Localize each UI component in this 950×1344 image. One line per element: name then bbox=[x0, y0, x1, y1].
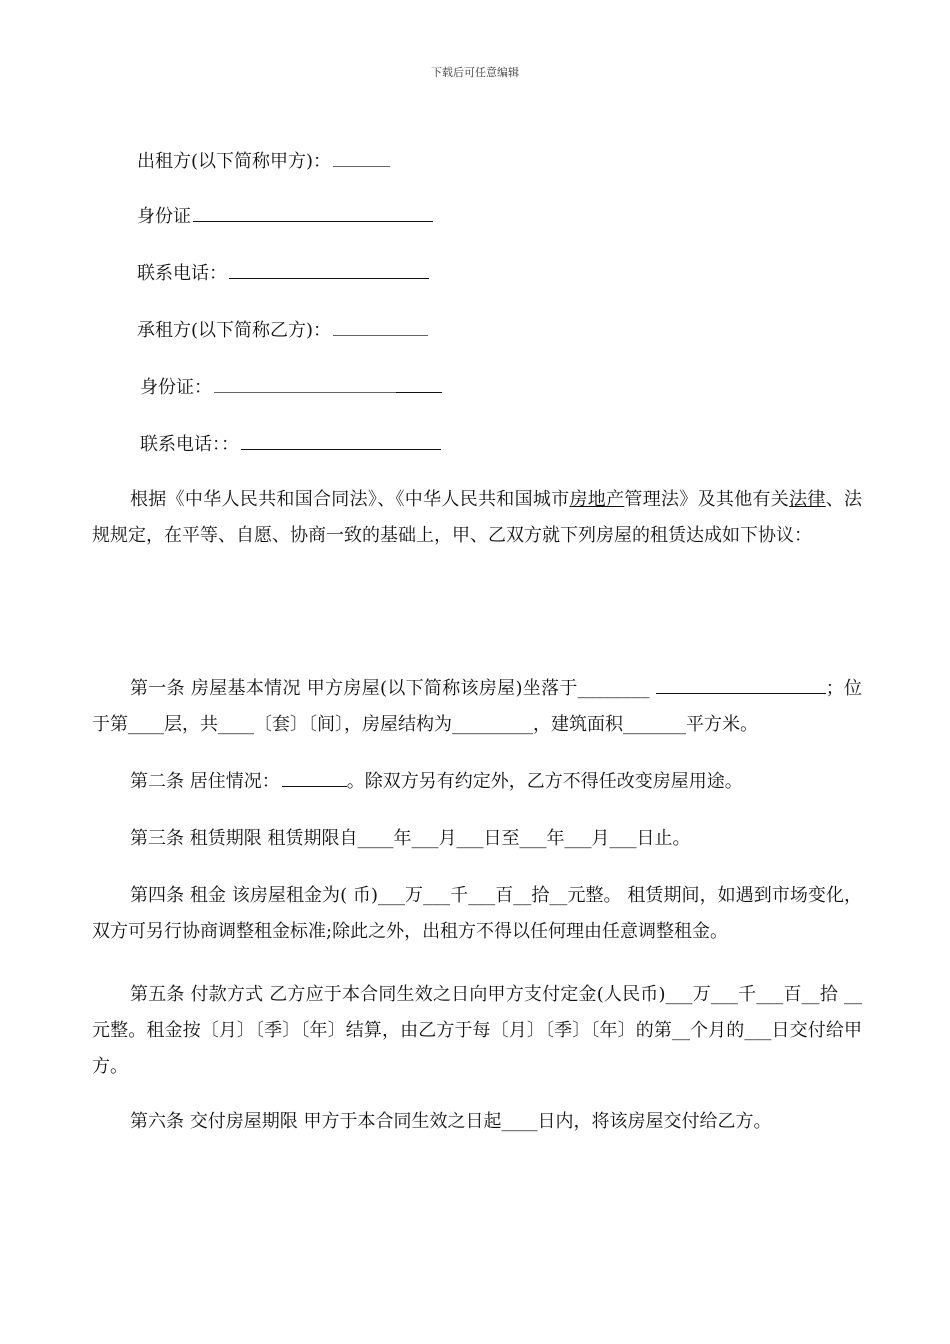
header-note: 下载后可任意编辑 bbox=[431, 66, 519, 79]
lessee-id-blank bbox=[214, 391, 396, 393]
lessor-id-line bbox=[137, 205, 433, 229]
article-1-text-2: ；位于第____层，共____〔套〕〔间〕，房屋结构为_________，建筑面积_______平方米。 bbox=[92, 678, 862, 735]
article-4: 第四条 租金 该房屋租金为( 币)___万___千___百__拾__元整。 租赁期间，如遇到市场变化，双方可另行协商调整租金标准;除此之外，出租方不得以任何理由任意调整租金。 bbox=[92, 885, 862, 942]
lessee-line bbox=[137, 319, 428, 343]
article-2-blank bbox=[282, 785, 347, 787]
lessee-id-label: 身份证： bbox=[140, 377, 212, 398]
lessee-phone-label: 联系电话：： bbox=[140, 434, 239, 455]
preamble-text-1: 根据《中华人民共和国合同法》、《中华人民共和国城市 bbox=[130, 489, 570, 510]
lessor-phone-blank bbox=[229, 277, 429, 279]
lessee-label: 承租方(以下简称乙方)： bbox=[137, 320, 332, 341]
lessee-id-line bbox=[140, 376, 442, 400]
lessee-name-blank bbox=[333, 334, 428, 336]
real-estate-link[interactable]: 房地产 bbox=[569, 489, 625, 510]
lessor-phone-line bbox=[137, 262, 429, 286]
article-5: 第五条 付款方式 乙方应于本合同生效之日向甲方支付定金(人民币)___万___千___百__拾 __元整。租金按〔月〕〔季〕〔年〕结算，由乙方于每〔月〕〔季〕〔年〕的第__个月的___日交付给甲方。 bbox=[92, 984, 862, 1077]
article-1-text-1: 第一条 房屋基本情况 甲方房屋(以下简称该房屋)坐落于________ bbox=[130, 678, 650, 699]
article-2-text-2: 。除双方另有约定外，乙方不得任改变房屋用途。 bbox=[346, 771, 743, 792]
lessor-line bbox=[137, 150, 390, 174]
article-1-location-blank bbox=[656, 692, 826, 694]
lessee-phone-line bbox=[140, 433, 441, 457]
lessor-id-blank bbox=[193, 220, 433, 222]
lessee-id-blank-end bbox=[396, 391, 442, 393]
article-2 bbox=[130, 770, 743, 794]
lessor-phone-label: 联系电话： bbox=[137, 263, 227, 284]
article-2-text-1: 第二条 居住情况： bbox=[130, 771, 280, 792]
preamble-text-2: 管理法》及其他有关 bbox=[624, 489, 790, 510]
article-1 bbox=[92, 671, 862, 743]
law-link[interactable]: 法律 bbox=[789, 489, 826, 510]
lessor-label: 出租方(以下简称甲方)： bbox=[137, 151, 332, 172]
preamble-text-3: 、法规规定，在平等、自愿、协商一致的基础上，甲、乙双方就下列房屋的租赁达成如下协议： bbox=[92, 489, 863, 546]
lessor-name-blank bbox=[333, 165, 390, 167]
article-6: 第六条 交付房屋期限 甲方于本合同生效之日起____日内，将该房屋交付给乙方。 bbox=[130, 1111, 772, 1132]
lessor-id-label: 身份证 bbox=[137, 206, 191, 227]
article-3: 第三条 租赁期限 租赁期限自____年___月___日至___年___月___日止。 bbox=[130, 828, 691, 849]
preamble-paragraph bbox=[92, 482, 862, 554]
lessee-phone-blank bbox=[241, 448, 441, 450]
